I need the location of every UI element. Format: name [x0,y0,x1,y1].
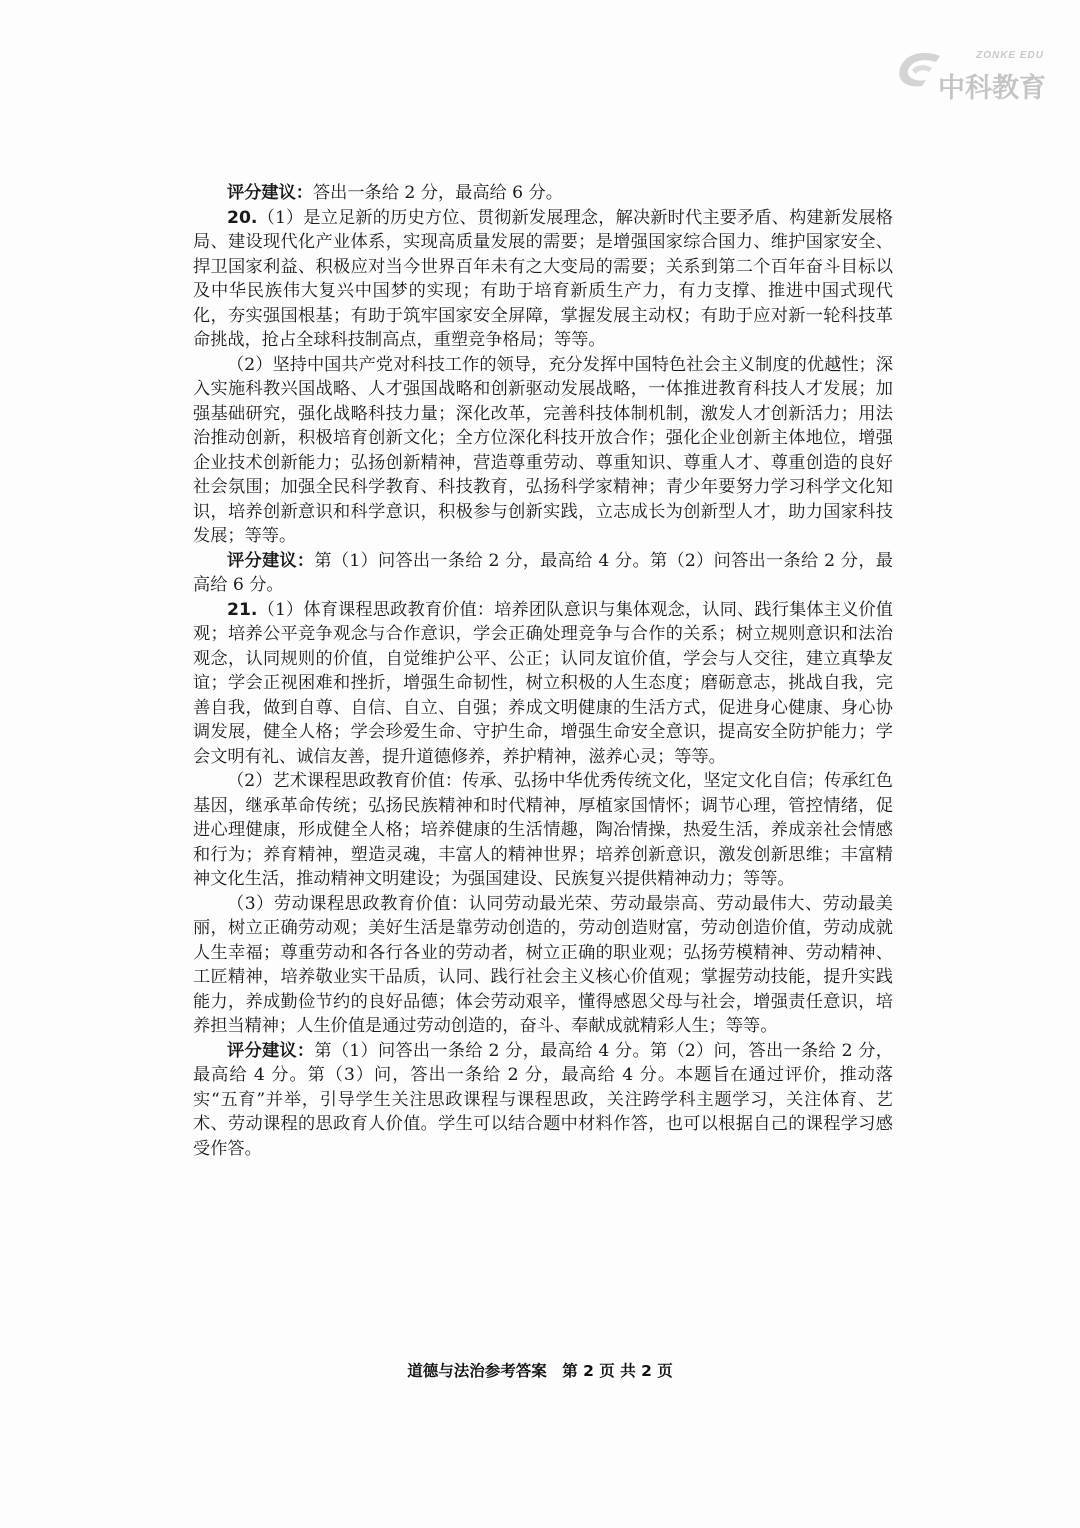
paragraph-text: （1）体育课程思政教育价值：培养团队意识与集体观念，认同、践行集体主义价值观；培养公平竞争观念与合作意识，学会正确处理竞争与合作的关系；树立规则意识和法治观念，认同规则的价值，自觉维护公平、公正；认同友谊价值，学会与人交往，建立真挚友谊；学会正视困难和挫折，增强生命韧性，树立积极的人生态度；磨砺意志，挑战自我，完善自我，做到自尊、自信、自立、自强；养成文明健康的生活方式，促进身心健康、身心协调发展，健全人格；学会珍爱生命、守护生命，增强生命安全意识，提高安全防护能力；学会文明有礼、诚信友善，提升道德修养，养护精神，滋养心灵；等等。 [193,599,893,767]
paragraph [193,181,893,206]
page-footer: 道德与法治参考答案 第 2 页 共 2 页 [407,1362,673,1380]
logo-swoosh-icon [896,46,944,94]
paragraph-text: （1）是立足新的历史方位、贯彻新发展理念，解决新时代主要矛盾、构建新发展格局、建设现代化产业体系，实现高质量发展的需要；是增强国家综合国力、维护国家安全、捍卫国家利益、积极应对当今世界百年未有之大变局的需要；关系到第二个百年奋斗目标以及中华民族伟大复兴中国梦的实现；有助于培育新质生产力，有力支撑、推进中国式现代化，夯实强国根基；有助于筑牢国家安全屏障，掌握发展主动权；有助于应对新一轮科技革命挑战，抢占全球科技制高点，重塑竞争格局；等等。 [193,207,893,350]
question-number: 21. [227,599,258,620]
paragraph [193,353,893,549]
paragraph-text: （2）坚持中国共产党对科技工作的领导，充分发挥中国特色社会主义制度的优越性；深入实施科教兴国战略、人才强国战略和创新驱动发展战略，一体推进教育科技人才发展；加强基础研究，强化战略科技力量；深化改革，完善科技体制机制，激发人才创新活力；用法治推动创新，积极培育创新文化；全方位深化科技开放合作；强化企业创新主体地位，增强企业技术创新能力；弘扬创新精神，营造尊重劳动、尊重知识、尊重人才、尊重创造的良好社会氛围；加强全民科学教育、科技教育，弘扬科学家精神；青少年要努力学习科学文化知识，培养创新意识和科学意识，积极参与创新实践，立志成长为创新型人才，助力国家科技发展；等等。 [193,354,893,546]
watermark-logo [896,40,1046,110]
paragraph-text: （3）劳动课程思政教育价值：认同劳动最光荣、劳动最崇高、劳动最伟大、劳动最美丽，树立正确劳动观；美好生活是靠劳动创造的，劳动创造财富，劳动创造价值，劳动成就人生幸福；尊重劳动和各行各业的劳动者，树立正确的职业观；弘扬劳模精神、劳动精神、工匠精神，培养敬业实干品质，认同、践行社会主义核心价值观；掌握劳动技能，提升实践能力，养成勤俭节约的良好品德；体会劳动艰辛，懂得感恩父母与社会，增强责任意识，培养担当精神；人生价值是通过劳动创造的，奋斗、奉献成就精彩人生；等等。 [193,893,893,1036]
paragraph-text: 第（1）问答出一条给 2 分，最高给 4 分。第（2）问，答出一条给 2 分，最高给 4 分。第（3）问，答出一条给 2 分，最高给 4 分。本题旨在通过评价，推动落实“五育”并举，引导学生关注思政课程与课程思政，关注跨学科主题学习，关注体育、艺术、劳动课程的思政育人价值。学生可以结合题中材料作答，也可以根据自己的课程学习感受作答。 [193,1040,893,1159]
paragraph-text: 答出一条给 2 分，最高给 6 分。 [312,183,563,203]
paragraph-text: （2）艺术课程思政教育价值：传承、弘扬中华优秀传统文化，坚定文化自信；传承红色基因，继承革命传统；弘扬民族精神和时代精神，厚植家国情怀；调节心理，管控情绪，促进心理健康，形成健全人格；培养健康的生活情趣，陶冶情操，热爱生活，养成亲社会情感和行为；养育精神，塑造灵魂，丰富人的精神世界；培养创新意识，激发创新思维；丰富精神文化生活，推动精神文明建设；为强国建设、民族复兴提供精神动力；等等。 [193,771,893,889]
watermark-en-text: ZONKE EDU [976,50,1044,61]
question-number: 20. [227,207,258,228]
paragraph-lead: 评分建议： [227,1040,315,1061]
paragraph [193,549,893,598]
paragraph-text: 第（1）问答出一条给 2 分，最高给 4 分。第（2）问答出一条给 2 分，最高给 6 分。 [193,550,893,595]
paragraph [193,206,893,353]
paragraph [193,769,893,892]
paragraph [193,892,893,1039]
paragraph-lead: 评分建议： [227,183,313,203]
answer-content [193,181,893,1161]
paragraph [193,598,893,770]
paragraph-lead: 评分建议： [227,550,315,571]
paragraph [193,1039,893,1162]
watermark-cn-text: 中科教育 [938,73,1046,104]
